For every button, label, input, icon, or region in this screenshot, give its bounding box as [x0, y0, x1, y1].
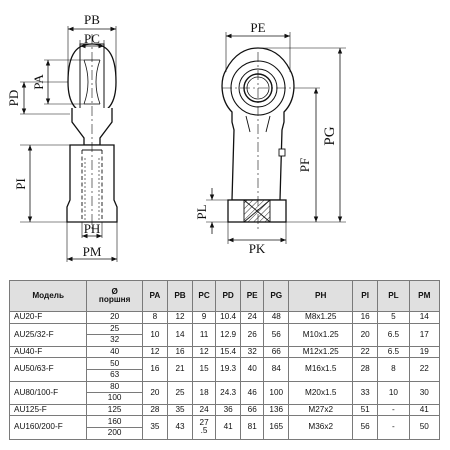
dim-pf-label: PF: [297, 157, 312, 173]
cell-piston: 80: [87, 381, 142, 393]
cell-ph: M8x1.25: [289, 312, 353, 324]
cell-pe: 81: [241, 416, 264, 439]
cell-piston: 50: [87, 358, 142, 370]
cell-piston: 25: [87, 323, 142, 335]
dim-pl-label: PL: [194, 204, 209, 220]
cell-model: AU20-F: [10, 312, 87, 324]
spec-table-body: [10, 312, 440, 440]
cell-pd: 10.4: [216, 312, 241, 324]
cell-pg: 48: [264, 312, 289, 324]
cell-piston: 160: [87, 416, 142, 428]
header-pa: PA: [142, 281, 167, 312]
cell-pd: 12.9: [216, 323, 241, 346]
dim-pg-label: PG: [322, 126, 338, 146]
cell-piston: 63: [87, 369, 142, 381]
cell-piston: 40: [87, 346, 142, 358]
cell-pb: 16: [167, 346, 192, 358]
cell-pb: 25: [167, 381, 192, 404]
cell-model: AU50/63-F: [10, 358, 87, 381]
table-row: [10, 358, 440, 370]
table-header-row: [10, 281, 440, 312]
cell-pe: 66: [241, 404, 264, 416]
cell-piston: 32: [87, 335, 142, 347]
cell-pl: 10: [378, 381, 409, 404]
header-pb: PB: [167, 281, 192, 312]
dim-pi-label: PI: [13, 178, 28, 190]
cell-pm: 50: [409, 416, 439, 439]
cell-pc: 9: [193, 312, 216, 324]
cell-ph: M20x1.5: [289, 381, 353, 404]
cell-pc: 24: [193, 404, 216, 416]
cell-model: AU160/200-F: [10, 416, 87, 439]
header-piston: [87, 281, 142, 312]
cell-pb: 21: [167, 358, 192, 381]
cell-pl: -: [378, 416, 409, 439]
cell-pg: 66: [264, 346, 289, 358]
cell-pi: 51: [353, 404, 378, 416]
cell-pc: 27 .5: [193, 416, 216, 439]
spec-table: [9, 280, 440, 440]
cell-pc: 12: [193, 346, 216, 358]
cell-model: AU40-F: [10, 346, 87, 358]
cell-pd: 19.3: [216, 358, 241, 381]
dim-pm-label: PM: [82, 244, 102, 259]
header-pi: PI: [353, 281, 378, 312]
dim-pc-label: PC: [84, 31, 100, 46]
cell-pi: 56: [353, 416, 378, 439]
dim-pe-label: PE: [250, 20, 266, 35]
cell-pa: 12: [142, 346, 167, 358]
table-row: [10, 312, 440, 324]
dim-pd-label: PD: [6, 89, 21, 107]
table-row: [10, 323, 440, 335]
header-ph: PH: [289, 281, 353, 312]
cell-pe: 24: [241, 312, 264, 324]
header-pe: PE: [241, 281, 264, 312]
cell-pi: 33: [353, 381, 378, 404]
cell-pg: 100: [264, 381, 289, 404]
cell-pd: 24.3: [216, 381, 241, 404]
cell-pa: 8: [142, 312, 167, 324]
cell-pc: 18: [193, 381, 216, 404]
cell-pe: 40: [241, 358, 264, 381]
cell-piston: 20: [87, 312, 142, 324]
cell-pd: 36: [216, 404, 241, 416]
cell-ph: M10x1.25: [289, 323, 353, 346]
cell-pl: 8: [378, 358, 409, 381]
cell-pl: -: [378, 404, 409, 416]
cell-pl: 5: [378, 312, 409, 324]
cell-ph: M36x2: [289, 416, 353, 439]
header-pc: PC: [193, 281, 216, 312]
table-row: [10, 381, 440, 393]
side-view: [20, 26, 117, 262]
cell-pg: 165: [264, 416, 289, 439]
cell-pc: 15: [193, 358, 216, 381]
cell-ph: M27x2: [289, 404, 353, 416]
cell-pg: 84: [264, 358, 289, 381]
cell-pa: 16: [142, 358, 167, 381]
cell-pi: 22: [353, 346, 378, 358]
header-piston-word: поршня: [98, 295, 131, 304]
dim-pk-label: PK: [248, 241, 266, 256]
cell-model: AU25/32-F: [10, 323, 87, 346]
cell-pa: 28: [142, 404, 167, 416]
table-row: [10, 416, 440, 428]
cell-pm: 14: [409, 312, 439, 324]
table-row: [10, 404, 440, 416]
cell-pb: 12: [167, 312, 192, 324]
header-pg: PG: [264, 281, 289, 312]
cell-pa: 20: [142, 381, 167, 404]
cell-pe: 26: [241, 323, 264, 346]
cell-model: AU125-F: [10, 404, 87, 416]
cell-model: AU80/100-F: [10, 381, 87, 404]
cell-pm: 41: [409, 404, 439, 416]
cell-pi: 16: [353, 312, 378, 324]
header-pl: PL: [378, 281, 409, 312]
cell-pg: 136: [264, 404, 289, 416]
dim-pa-label: PA: [31, 74, 46, 90]
cell-pb: 35: [167, 404, 192, 416]
header-model: Модель: [10, 281, 87, 312]
cell-piston: 125: [87, 404, 142, 416]
cell-pg: 56: [264, 323, 289, 346]
cell-ph: M12x1.25: [289, 346, 353, 358]
cell-pd: 41: [216, 416, 241, 439]
table-row: [10, 346, 440, 358]
cell-pb: 14: [167, 323, 192, 346]
cell-pe: 46: [241, 381, 264, 404]
cell-piston: 200: [87, 427, 142, 439]
header-pd: PD: [216, 281, 241, 312]
cell-pi: 28: [353, 358, 378, 381]
cell-pl: 6.5: [378, 346, 409, 358]
cell-piston: 100: [87, 393, 142, 405]
cell-pa: 10: [142, 323, 167, 346]
cell-pc: 11: [193, 323, 216, 346]
cell-pm: 22: [409, 358, 439, 381]
header-pm: PM: [409, 281, 439, 312]
cell-pm: 17: [409, 323, 439, 346]
cell-pm: 19: [409, 346, 439, 358]
cell-ph: M16x1.5: [289, 358, 353, 381]
cell-pi: 20: [353, 323, 378, 346]
header-piston-symbol: Ø: [111, 286, 118, 296]
dim-pb-label: PB: [84, 12, 100, 27]
cell-pa: 35: [142, 416, 167, 439]
cell-pd: 15.4: [216, 346, 241, 358]
cell-pm: 30: [409, 381, 439, 404]
cell-pe: 32: [241, 346, 264, 358]
dim-ph-label: PH: [83, 221, 101, 236]
cell-pl: 6.5: [378, 323, 409, 346]
cell-pb: 43: [167, 416, 192, 439]
